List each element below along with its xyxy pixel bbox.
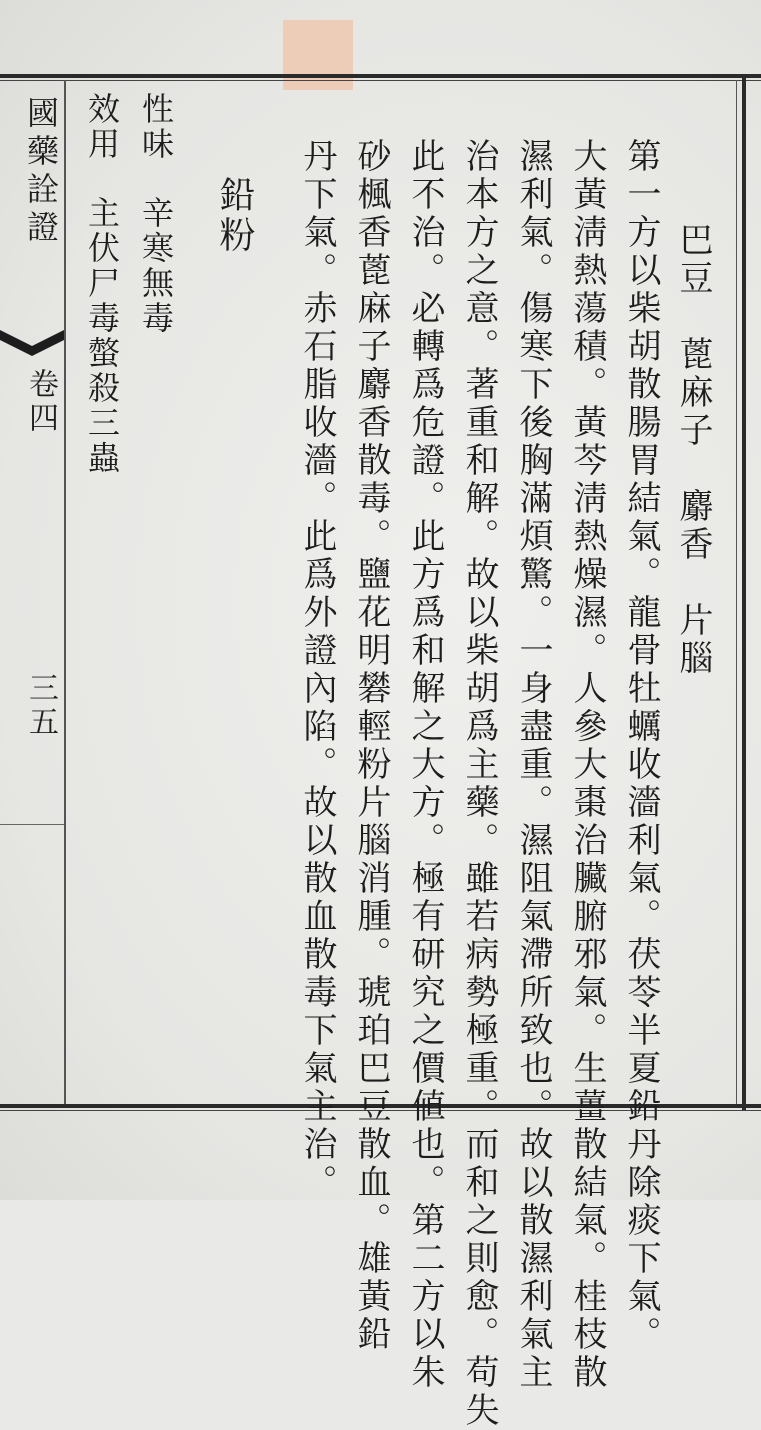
text-column-5: 治本方之意。著重和解。故以柴胡爲主藥。雖若病勢極重。而和之則愈。苟失: [459, 138, 499, 1430]
book-title: 國藥詮證: [22, 96, 60, 248]
effect-value: 主伏尸毒螫殺三蟲: [83, 196, 121, 476]
entry-heading: 鉛粉: [214, 176, 255, 256]
margin-divider: [64, 80, 66, 1104]
taste-value: 辛寒無毒: [137, 196, 175, 336]
frame-right-inner-rule: [736, 80, 737, 1104]
text-column-4: 濕利氣。傷寒下後胸滿煩驚。一身盡重。濕阻氣滯所致也。故以散濕利氣主: [513, 138, 553, 1392]
taste-label: 性味: [137, 92, 175, 162]
frame-top-inner-rule: [0, 80, 761, 81]
frame-right-rule: [742, 74, 746, 1110]
text-column-7: 砂楓香蓖麻子麝香散毒。鹽花明礬輕粉片腦消腫。琥珀巴豆散血。雄黃鉛: [351, 138, 391, 1354]
frame-top-rule: [0, 74, 761, 78]
margin-mid-rule: [0, 824, 64, 825]
effect-label: 效用: [83, 92, 121, 162]
page-number: 三五: [23, 672, 58, 740]
fish-tail-mark-icon: [0, 330, 64, 356]
text-column-3: 大黃淸熱蕩積。黃芩淸熱燥濕。人參大棗治臟腑邪氣。生薑散結氣。桂枝散: [567, 138, 607, 1392]
text-column-8: 丹下氣。赤石脂收濇。此爲外證內陷。故以散血散毒下氣主治。: [297, 138, 337, 1202]
text-column-6: 此不治。必轉爲危證。此方爲和解之大方。極有研究之價値也。第二方以朱: [405, 138, 445, 1392]
text-column-2: 第一方以柴胡散腸胃結氣。龍骨牡蠣收濇利氣。茯苓半夏鉛丹除痰下氣。: [621, 138, 661, 1354]
volume-label: 卷四: [23, 368, 58, 436]
text-column-1: 巴豆 蓖麻子 麝香 片腦: [673, 222, 713, 678]
